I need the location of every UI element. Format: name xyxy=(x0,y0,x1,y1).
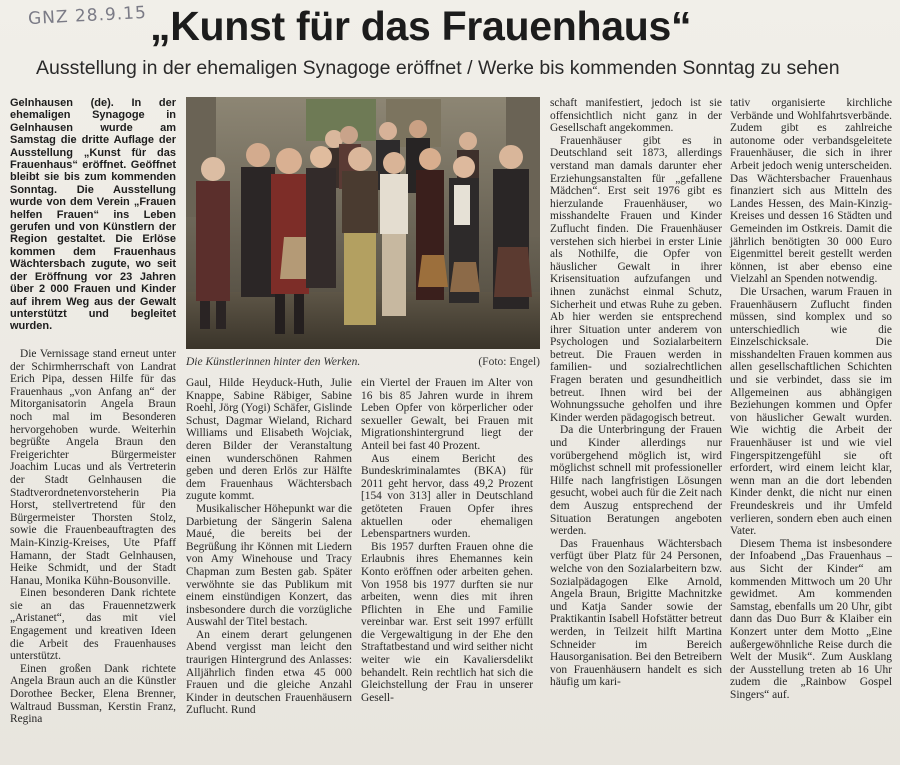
column-1-paragraph: Einen besonderen Dank richtete sie an das Frauennetzwerk „Aristanet“, das mit viel Engagement und kreativen Ideen die Arbeit des Frauenhauses unterstützt. xyxy=(10,587,176,663)
column-5-paragraph: tativ organisierte kirchliche Verbände und Wohlfahrtsverbände. Zudem gibt es zahlreiche autonome oder verbandsgeleitete Frauenhäuser, die sich in ihrer Arbeit jedoch wenig unterscheiden. Das Wächtersbacher Frauenhaus finanziert sich aus Mitteln des Landes Hessen, des Main-Kinzig-Kreises und dessen 16 Städten und Gemeinden im Ostkreis. Damit die jährlich benötigten 30 000 Euro Eigenmittel bereit gestellt werden können, ist aber ebenso eine Vielzahl an Spenden notwendig. xyxy=(730,97,892,286)
photo-caption-row xyxy=(186,356,540,369)
handwritten-annotation: GNZ 28.9.15 xyxy=(27,2,148,30)
column-4-paragraph: Frauenhäuser gibt es in Deutschland seit 1873, allerdings verstand man damals darunter eher Erziehungsanstalten für „gefallene Mädchen“. Erst seit 1976 gibt es hierzulande Frauenhäuser, wo misshandelte Frauen und Kinder Zuflucht finden. Die Frauenhäuser verstehen sich hierbei in erster Linie als Nothilfe, die Opfer von häuslicher Gewalt in ihrer Krisensituation aufzufangen und ihnen zunächst einmal Schutz, Sicherheit und etwas Ruhe zu geben. Ab hier werden sie entsprechend ihrer Situation unter anderem von Psychologen und Sozialarbeitern betreut. Die Frauen werden in familien- und sozialrechtlichen Fragen beraten und gesundheitlich betreut. Ihnen wird bei der Wohnungssuche geholfen und ihre Kinder werden pädagogisch betreut. xyxy=(550,134,722,424)
photo-caption: Die Künstlerinnen hinter den Werken. xyxy=(186,356,361,368)
column-3-paragraph: ein Viertel der Frauen im Alter von 16 bis 85 Jahren wurde in ihrem Leben Opfer von körperlicher oder sexueller Gewalt, bei Frauen mit Migrationshintergrund liegt der Anteil bei fast 40 Prozent. xyxy=(361,377,533,452)
group-photo xyxy=(186,97,540,349)
column-2-paragraph: Musikalischer Höhepunkt war die Darbietung der Sängerin Salena Maué, die bereits bei der Begrüßung ihr Können mit Liedern von Amy Winehouse und Tracy Chapman zum Besten gab. Später verwöhnte sie das Publikum mit einem einstündigen Konzert, das insbesondere durch die vorzügliche Auswahl der Titel bestach. xyxy=(186,502,352,629)
column-1 xyxy=(10,348,176,726)
column-5-paragraph: Die Ursachen, warum Frauen in Frauenhäusern Zuflucht finden müssen, sind komplex und so unterschiedlich wie die Einzelschicksale. Die misshandelten Frauen kommen aus allen gesellschaftlichen Schichten und sie verbindet, dass sie im Allgemeinen aus abhängigen Beziehungen kommen und Opfer von häuslicher Gewalt wurden. Wie wichtig die Arbeit der Frauenhäuser ist und wie viel Fingerspitzengefühl sie oft erfordert, wird einem leicht klar, wenn man an die dort lebenden Kinder denkt, die nicht nur einen Freundeskreis und ihr Umfeld verlieren, sondern eben auch einen Vater. xyxy=(730,285,892,538)
column-5-paragraph: Diesem Thema ist insbesondere der Infoabend „Das Frauenhaus – aus Sicht der Kinder“ am kommenden Mittwoch um 20 Uhr gewidmet. Am kommenden Samstag, ebenfalls um 20 Uhr, gibt dann das Duo Burr & Klaiber ein Konzert unter dem Motto „Eine außergewöhnliche Reise durch die Welt der Musik“. Zum Ausklang der Ausstellung treten ab 16 Uhr zudem die „Rainbow Gospel Singers“ auf. xyxy=(730,537,892,701)
column-3-paragraph: Bis 1957 durften Frauen ohne die Erlaubnis ihres Ehemannes kein Konto eröffnen oder arbeiten gehen. Von 1958 bis 1977 durften sie nur arbeiten, wenn dies mit ihren Pflichten in Ehe und Familie vereinbar war. Erst seit 1997 erfüllt die Vergewaltigung in der Ehe den Straftatbestand und wird seither nicht weiter wie ein Kavaliersdelikt behandelt. Rein rechtlich hat sich die Gleichstellung der Frau in unserer Gesell- xyxy=(361,540,533,704)
column-2 xyxy=(186,377,352,717)
column-5 xyxy=(730,97,892,702)
subheadline: Ausstellung in der ehemaligen Synagoge eröffnet / Werke bis kommenden Sonntag zu sehen xyxy=(36,57,840,79)
column-4-paragraph: Das Frauenhaus Wächtersbach verfügt über Platz für 24 Personen, welche von den Sozialarbeitern bzw. Sozialpädagogen Elke Arnold, Angela Braun, Brigitte Machnitzke und Katja Sander sowie der Praktikantin Isabell Hofstätter betreut werden, in Teilzeit hilft Martina Schneider im Bereich Hausorganisation. Bei den Betreibern von Frauenhäusern handelt es sich häufig um kari- xyxy=(550,537,722,689)
column-3-paragraph: Aus einem Bericht des Bundeskriminalamtes (BKA) für 2011 geht hervor, dass 49,2 Prozent [154 von 313] aller in Deutschland getöteten Frauen Opfer ihres aktuellen oder ehemaligen Lebenspartners wurden. xyxy=(361,452,533,541)
headline: „Kunst für das Frauenhaus“ xyxy=(150,3,692,49)
column-1-paragraph: Einen großen Dank richtete Angela Braun auch an die Künstler Dorothee Becker, Elena Brenner, Waltraud Bussman, Kerstin Franz, Regina xyxy=(10,662,176,726)
group-photo-illustration xyxy=(186,97,540,349)
column-1-paragraph: Die Vernissage stand erneut unter der Schirmherrschaft von Landrat Erich Pipa, dessen Hilfe für das Frauenhaus „von Anfang an“ der Mitorganisatorin Angela Braun noch mal im Besonderen hervorgehoben wurde. Weiterhin begrüßte Angela Braun den Freigerichter Bürgermeister Joachim Lucas und als Vertreterin der Stadt Gelnhausen die Stadtverordnetenvorsteherin Pia Horst, stellvertretend für den Bürgermeister Thorsten Stolz, sowie die Frauenbeauftragten des Main-Kinzig-Kreises, Ute Pfaff Hamann, der Stadt Gelnhausen, Heike Schmidt, und der Stadt Hanau, Monika Kühn-Bousonville. xyxy=(10,348,176,587)
photo-credit: (Foto: Engel) xyxy=(478,356,540,368)
column-3 xyxy=(361,377,533,704)
column-4-paragraph: Da die Unterbringung der Frauen und Kinder allerdings nur vorübergehend möglich ist, wird möglichst schnell mit professioneller Hilfe nach langfristigen Lösungen gesucht, wobei auch für die Zeit nach dem Auszug entsprechend der Situation Beratungen angeboten werden. xyxy=(550,424,722,538)
lead-paragraph: Gelnhausen (de). In der ehemaligen Synagoge in Gelnhausen wurde am Samstag die dritte Auflage der Ausstellung „Kunst für das Frauenhaus“ eröffnet. Geöffnet bleibt sie bis zum kommenden Sonntag. Die Ausstellung wurde von dem Verein „Frauen helfen Frauen“ ins Leben gerufen und von Künstlern der Region gestaltet. Die Erlöse kommen dem Frauenhaus Wächtersbach zugute, wo seit der Eröffnung vor 23 Jahren über 2 000 Frauen und Kinder auf ihrem Weg aus der Gewalt unterstützt und begleitet wurden. xyxy=(10,97,176,333)
column-2-paragraph: An einem derart gelungenen Abend vergisst man leicht den traurigen Hintergrund des Anlasses: Alljährlich finden etwa 45 000 Frauen und die gleiche Anzahl Kinder in deutschen Frauenhäusern Zuflucht. Rund xyxy=(186,628,352,717)
column-4 xyxy=(550,97,722,689)
column-2-paragraph: Gaul, Hilde Heyduck-Huth, Julie Knappe, Sabine Räbiger, Sabine Roehl, Jörg (Yogi) Schäfer, Gislinde Schust, Dagmar Wieland, Richard Williams und Elisabeth Wojciak, deren Bilder der Veranstaltung einen wunderschönen Rahmen geben und deren Erlös zur Hälfte dem Frauenhaus Wächtersbach zugute kommt. xyxy=(186,377,352,503)
column-4-paragraph: schaft manifestiert, jedoch ist sie offensichtlich nicht ganz in der Gesellschaft angekommen. xyxy=(550,97,722,135)
